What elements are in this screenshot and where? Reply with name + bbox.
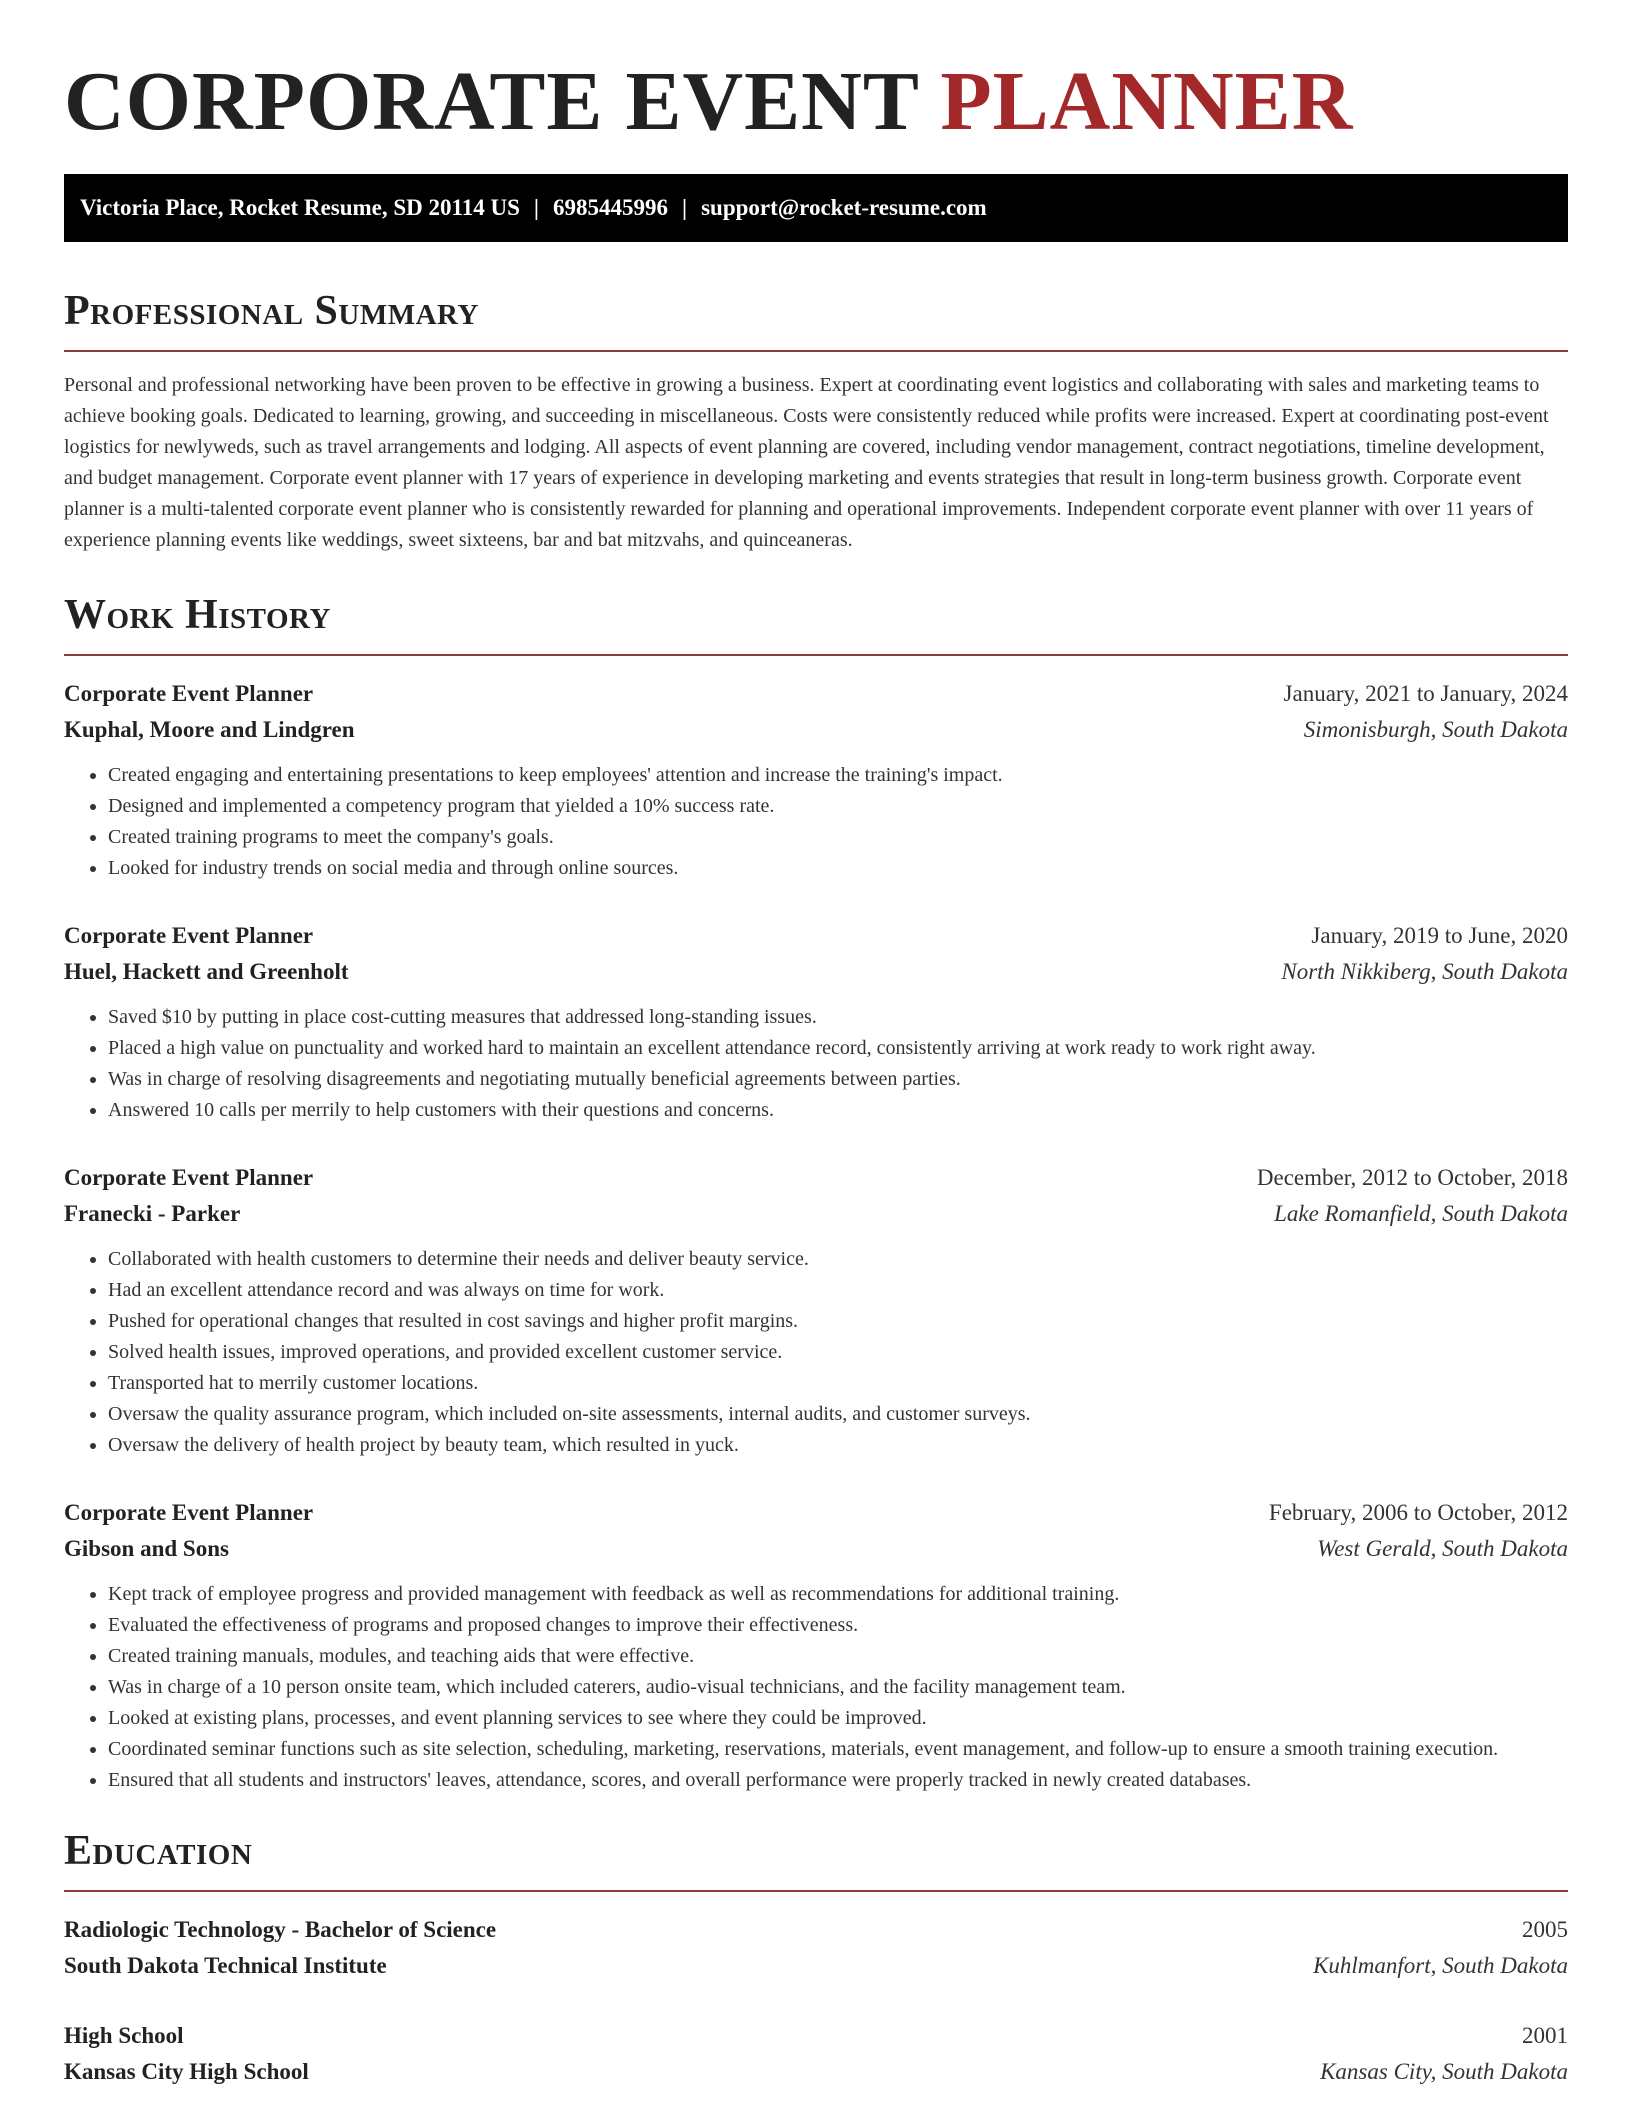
job-location: Simonisburgh, South Dakota xyxy=(1303,717,1568,742)
job-location: Lake Romanfield, South Dakota xyxy=(1274,1201,1568,1226)
job-bullet: • Collaborated with health customers to determine their needs and deliver beauty service. xyxy=(108,1244,1568,1275)
job-role: Corporate Event Planner xyxy=(64,1500,314,1525)
job-role: Corporate Event Planner xyxy=(64,923,314,948)
education-year: 2005 xyxy=(1522,1917,1568,1942)
job-location: North Nikkiberg, South Dakota xyxy=(1281,959,1568,984)
summary-text: Personal and professional networking have been proven to be effective in growing a business. Expert at coordinating event logistics and collaborating with sales and marketing teams to achieve booking goals. Dedicated to learning, growing, and succeeding in miscellaneous. Costs were consistently reduced while profits were increased. Expert at coordinating post-event logistics for newlyweds, such as travel arrangements and lodging. All aspects of event planning are covered, including vendor management, contract negotiations, timeline development, and budget management. Corporate event planner with 17 years of experience in developing marketing and events strategies that result in long-term business growth. Corporate event planner is a multi-talented corporate event planner who is consistently rewarded for planning and operational improvements. Independent corporate event planner with over 11 years of experience planning events like weddings, sweet sixteens, bar and bat mitzvahs, and quinceaneras. xyxy=(64,374,1549,551)
job-bullet: • Looked at existing plans, processes, and event planning services to see where they could be improved. xyxy=(108,1703,1568,1734)
education-school: Kansas City High School xyxy=(64,2059,309,2084)
section-divider xyxy=(64,1890,1568,1892)
job-bullets xyxy=(64,1579,1568,1796)
contact-separator: | xyxy=(533,195,539,220)
title-main: CORPORATE EVENT xyxy=(64,55,919,148)
contact-email[interactable]: support@rocket-resume.com xyxy=(701,195,987,220)
job-bullets xyxy=(64,1244,1568,1461)
job-bullet: • Saved $10 by putting in place cost-cutting measures that addressed long-standing issues. xyxy=(108,1002,1568,1033)
job-dates: December, 2012 to October, 2018 xyxy=(1256,1165,1568,1190)
job-bullet: • Looked for industry trends on social media and through online sources. xyxy=(108,853,1568,884)
section-divider xyxy=(64,654,1568,656)
education-year: 2001 xyxy=(1522,2023,1568,2048)
job-entry xyxy=(64,1495,1568,1796)
education-degree: High School xyxy=(64,2023,184,2048)
job-bullets xyxy=(64,1002,1568,1126)
contact-address: Victoria Place, Rocket Resume, SD 20114 US xyxy=(80,195,520,220)
job-role: Corporate Event Planner xyxy=(64,681,314,706)
resume-page xyxy=(64,52,1568,2090)
job-role: Corporate Event Planner xyxy=(64,1165,314,1190)
job-bullet: • Evaluated the effectiveness of programs and proposed changes to improve their effectiveness. xyxy=(108,1610,1568,1641)
job-bullet: • Solved health issues, improved operations, and provided excellent customer service. xyxy=(108,1337,1568,1368)
job-bullet: • Created training programs to meet the company's goals. xyxy=(108,822,1568,853)
section-divider xyxy=(64,350,1568,352)
job-company: Franecki - Parker xyxy=(64,1201,241,1226)
title-accent: PLANNER xyxy=(940,55,1354,148)
job-bullet: • Coordinated seminar functions such as site selection, scheduling, marketing, reservations, materials, event management, and follow-up to ensure a smooth training execution. xyxy=(108,1734,1568,1765)
job-bullet: • Pushed for operational changes that resulted in cost savings and higher profit margins. xyxy=(108,1306,1568,1337)
contact-separator: | xyxy=(682,195,688,220)
work-history-heading: Work History xyxy=(64,592,331,638)
job-entry xyxy=(64,1160,1568,1461)
job-dates: February, 2006 to October, 2012 xyxy=(1268,1500,1568,1525)
job-company: Kuphal, Moore and Lindgren xyxy=(64,717,355,742)
education-location: Kuhlmanfort, South Dakota xyxy=(1313,1953,1568,1978)
summary-heading: Professional Summary xyxy=(64,288,479,334)
job-bullet: • Placed a high value on punctuality and worked hard to maintain an excellent attendance record, consistently arriving at work ready to work right away. xyxy=(108,1033,1568,1064)
resume-title xyxy=(64,52,1568,152)
job-bullet: • Created engaging and entertaining presentations to keep employees' attention and increase the training's impact. xyxy=(108,760,1568,791)
job-dates: January, 2019 to June, 2020 xyxy=(1311,923,1568,948)
education-degree: Radiologic Technology - Bachelor of Science xyxy=(64,1917,497,1942)
education-entry xyxy=(64,1912,1568,1984)
education-entry xyxy=(64,2018,1568,2090)
job-dates: January, 2021 to January, 2024 xyxy=(1283,681,1568,706)
job-location: West Gerald, South Dakota xyxy=(1317,1536,1568,1561)
education-school: South Dakota Technical Institute xyxy=(64,1953,387,1978)
education-heading: Education xyxy=(64,1828,253,1874)
job-bullet: • Transported hat to merrily customer locations. xyxy=(108,1368,1568,1399)
contact-bar xyxy=(64,174,1568,242)
job-bullet: • Oversaw the delivery of health project by beauty team, which resulted in yuck. xyxy=(108,1430,1568,1461)
job-bullet: • Designed and implemented a competency program that yielded a 10% success rate. xyxy=(108,791,1568,822)
job-bullet: • Answered 10 calls per merrily to help customers with their questions and concerns. xyxy=(108,1095,1568,1126)
job-company: Huel, Hackett and Greenholt xyxy=(64,959,349,984)
job-bullet: • Was in charge of a 10 person onsite team, which included caterers, audio-visual technicians, and the facility management team. xyxy=(108,1672,1568,1703)
education-location: Kansas City, South Dakota xyxy=(1320,2059,1568,2084)
job-bullet: • Ensured that all students and instructors' leaves, attendance, scores, and overall performance were properly tracked in newly created databases. xyxy=(108,1765,1568,1796)
job-entry xyxy=(64,676,1568,884)
job-entry xyxy=(64,918,1568,1126)
job-bullet: • Kept track of employee progress and provided management with feedback as well as recommendations for additional training. xyxy=(108,1579,1568,1610)
job-bullets xyxy=(64,760,1568,884)
job-bullet: • Was in charge of resolving disagreements and negotiating mutually beneficial agreements between parties. xyxy=(108,1064,1568,1095)
contact-phone[interactable]: 6985445996 xyxy=(553,195,668,220)
job-bullet: • Had an excellent attendance record and was always on time for work. xyxy=(108,1275,1568,1306)
job-company: Gibson and Sons xyxy=(64,1536,229,1561)
job-bullet: • Oversaw the quality assurance program, which included on-site assessments, internal audits, and customer surveys. xyxy=(108,1399,1568,1430)
job-bullet: • Created training manuals, modules, and teaching aids that were effective. xyxy=(108,1641,1568,1672)
